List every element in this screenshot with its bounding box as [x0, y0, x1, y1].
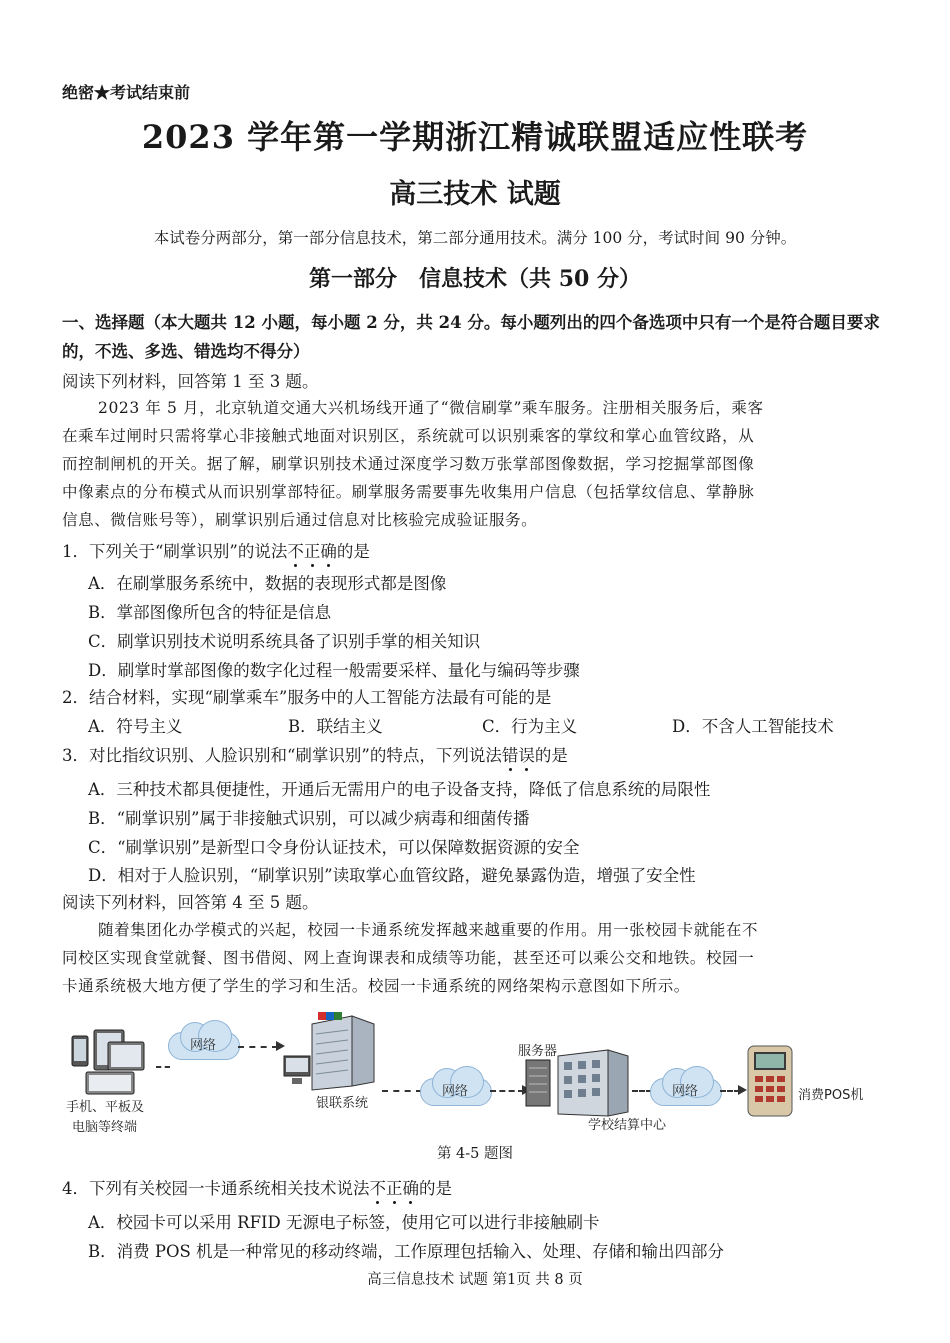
q3-prefix: 3．对比指纹识别、人脸识别和“刷掌识别”的特点，下列说法 — [62, 746, 502, 765]
q2-option-b: B．联结主义 — [288, 717, 383, 736]
link-line-4 — [490, 1090, 524, 1092]
q1-prefix: 1．下列关于“刷掌识别”的说法 — [62, 542, 288, 561]
q1-option-a: A．在刷掌服务系统中，数据的表现形式都是图像 — [88, 574, 447, 593]
unionpay-label: 银联系统 — [316, 1096, 369, 1111]
q2-option-c: C．行为主义 — [482, 717, 578, 736]
material2-line-3: 卡通系统极大地方便了学生的学习和生活。校园一卡通系统的网络架构示意图如下所示。 — [62, 977, 690, 995]
network-cloud-2-label: 网络 — [441, 1084, 468, 1099]
material1-line-2: 在乘车过闸时只需将掌心非接触式地面对识别区，系统就可以识别乘客的掌纹和掌心血管纹路，从 — [62, 427, 755, 445]
q4-option-b: B．消费 POS 机是一种常见的移动终端，工作原理包括输入、处理、存储和输出四部分 — [88, 1242, 725, 1261]
part-title: 第一部分 信息技术（共 50 分） — [309, 266, 641, 292]
reading-instruction-2: 阅读下列材料，回答第 4 至 5 题。 — [62, 893, 319, 912]
q3-option-b: B．“刷掌识别”属于非接触式识别，可以减少病毒和细菌传播 — [88, 809, 530, 828]
link-line-6 — [720, 1090, 740, 1092]
material1-line-3: 而控制闸机的开关。据了解，刷掌识别技术通过深度学习数万张掌部图像数据，学习挖掘掌部图像 — [62, 455, 755, 473]
server-building-icon — [524, 1048, 636, 1118]
question-4-stem — [62, 1175, 452, 1199]
question-1-stem — [62, 538, 370, 562]
devices-label-1: 手机、平板及 — [66, 1100, 145, 1115]
devices-label-2: 电脑等终端 — [72, 1120, 138, 1135]
reading-instruction-1: 阅读下列材料，回答第 1 至 3 题。 — [62, 372, 319, 391]
pos-machine-icon — [746, 1044, 794, 1118]
material1-line-5: 信息、微信账号等），刷掌识别后通过信息对比核验完成验证服务。 — [62, 511, 538, 529]
q1-emphasis-2: 正 — [304, 538, 321, 562]
question-3-stem — [62, 742, 568, 766]
q4-prefix: 4．下列有关校园一卡通系统相关技术说法 — [62, 1179, 370, 1198]
terminal-devices-icon — [70, 1028, 152, 1096]
figure-caption: 第 4-5 题图 — [436, 1146, 514, 1162]
network-cloud-3-label: 网络 — [671, 1084, 698, 1099]
material2-line-2: 同校区实现食堂就餐、图书借阅、网上查询课表和成绩等功能，甚至还可以乘公交和地铁。校园一 — [62, 949, 755, 967]
q1-emphasis-3: 确 — [320, 538, 337, 562]
settlement-center-label: 学校结算中心 — [588, 1118, 667, 1133]
q3-option-d: D．相对于人脸识别，“刷掌识别”读取掌心血管纹路，避免暴露伪造，增强了安全性 — [88, 866, 696, 885]
link-line-3 — [382, 1090, 422, 1092]
question-2-stem: 2．结合材料，实现“刷掌乘车”服务中的人工智能方法最有可能的是 — [62, 688, 552, 707]
q1-emphasis-1: 不 — [287, 538, 304, 562]
unionpay-building-icon — [282, 1012, 382, 1092]
q1-option-b: B．掌部图像所包含的特征是信息 — [88, 603, 332, 622]
material2-line-1: 随着集团化办学模式的兴起，校园一卡通系统发挥越来越重要的作用。用一张校园卡就能在不 — [98, 921, 759, 939]
network-cloud-1 — [168, 1020, 238, 1058]
network-cloud-3 — [650, 1066, 720, 1104]
exam-title: 2023 学年第一学期浙江精诚联盟适应性联考 — [141, 118, 809, 156]
section-heading: 一、选择题（本大题共 12 小题，每小题 2 分，共 24 分。每小题列出的四个备选项中只有一个是符合题目要求的，不选、多选、错选均不得分） — [62, 313, 880, 361]
q1-option-c: C．刷掌识别技术说明系统具备了识别手掌的相关知识 — [88, 632, 481, 651]
pos-label: 消费POS机 — [798, 1088, 864, 1103]
q1-suffix: 的是 — [336, 542, 370, 561]
link-line-2 — [238, 1046, 278, 1048]
q4-emphasis-1: 不 — [370, 1175, 387, 1199]
material1-line-4: 中像素点的分布模式从而识别掌部特征。刷掌服务需要事先收集用户信息（包括掌纹信息、掌静脉 — [62, 483, 755, 501]
q3-emphasis-2: 误 — [518, 742, 535, 766]
exam-subtitle: 高三技术 试题 — [389, 179, 561, 210]
q2-option-d: D．不含人工智能技术 — [672, 717, 834, 736]
q2-option-a: A．符号主义 — [88, 717, 183, 736]
q3-suffix: 的是 — [534, 746, 568, 765]
network-diagram — [60, 1010, 890, 1135]
exam-intro: 本试卷分两部分，第一部分信息技术，第二部分通用技术。满分 100 分，考试时间 90 分钟。 — [153, 229, 797, 247]
q4-option-a: A．校园卡可以采用 RFID 无源电子标签，使用它可以进行非接触刷卡 — [88, 1213, 600, 1232]
link-line-5 — [632, 1090, 652, 1092]
server-label: 服务器 — [518, 1044, 558, 1059]
q4-emphasis-3: 确 — [403, 1175, 420, 1199]
page-footer: 高三信息技术 试题 第1页 共 8 页 — [367, 1272, 583, 1288]
q4-emphasis-2: 正 — [386, 1175, 403, 1199]
confidential-mark: 绝密★考试结束前 — [62, 83, 191, 102]
q3-emphasis-1: 错 — [502, 742, 519, 766]
link-line-1 — [156, 1066, 170, 1068]
q3-option-a: A．三种技术都具便捷性，开通后无需用户的电子设备支持，降低了信息系统的局限性 — [88, 780, 711, 799]
q3-option-c: C．“刷掌识别”是新型口令身份认证技术，可以保障数据资源的安全 — [88, 838, 580, 857]
q4-suffix: 的是 — [419, 1179, 452, 1198]
network-cloud-1-label: 网络 — [189, 1038, 216, 1053]
material1-line-1: 2023 年 5 月，北京轨道交通大兴机场线开通了“微信刷掌”乘车服务。注册相关服务后，乘客 — [98, 399, 764, 417]
network-cloud-2 — [420, 1066, 490, 1104]
q1-option-d: D．刷掌时掌部图像的数字化过程一般需要采样、量化与编码等步骤 — [88, 661, 580, 680]
